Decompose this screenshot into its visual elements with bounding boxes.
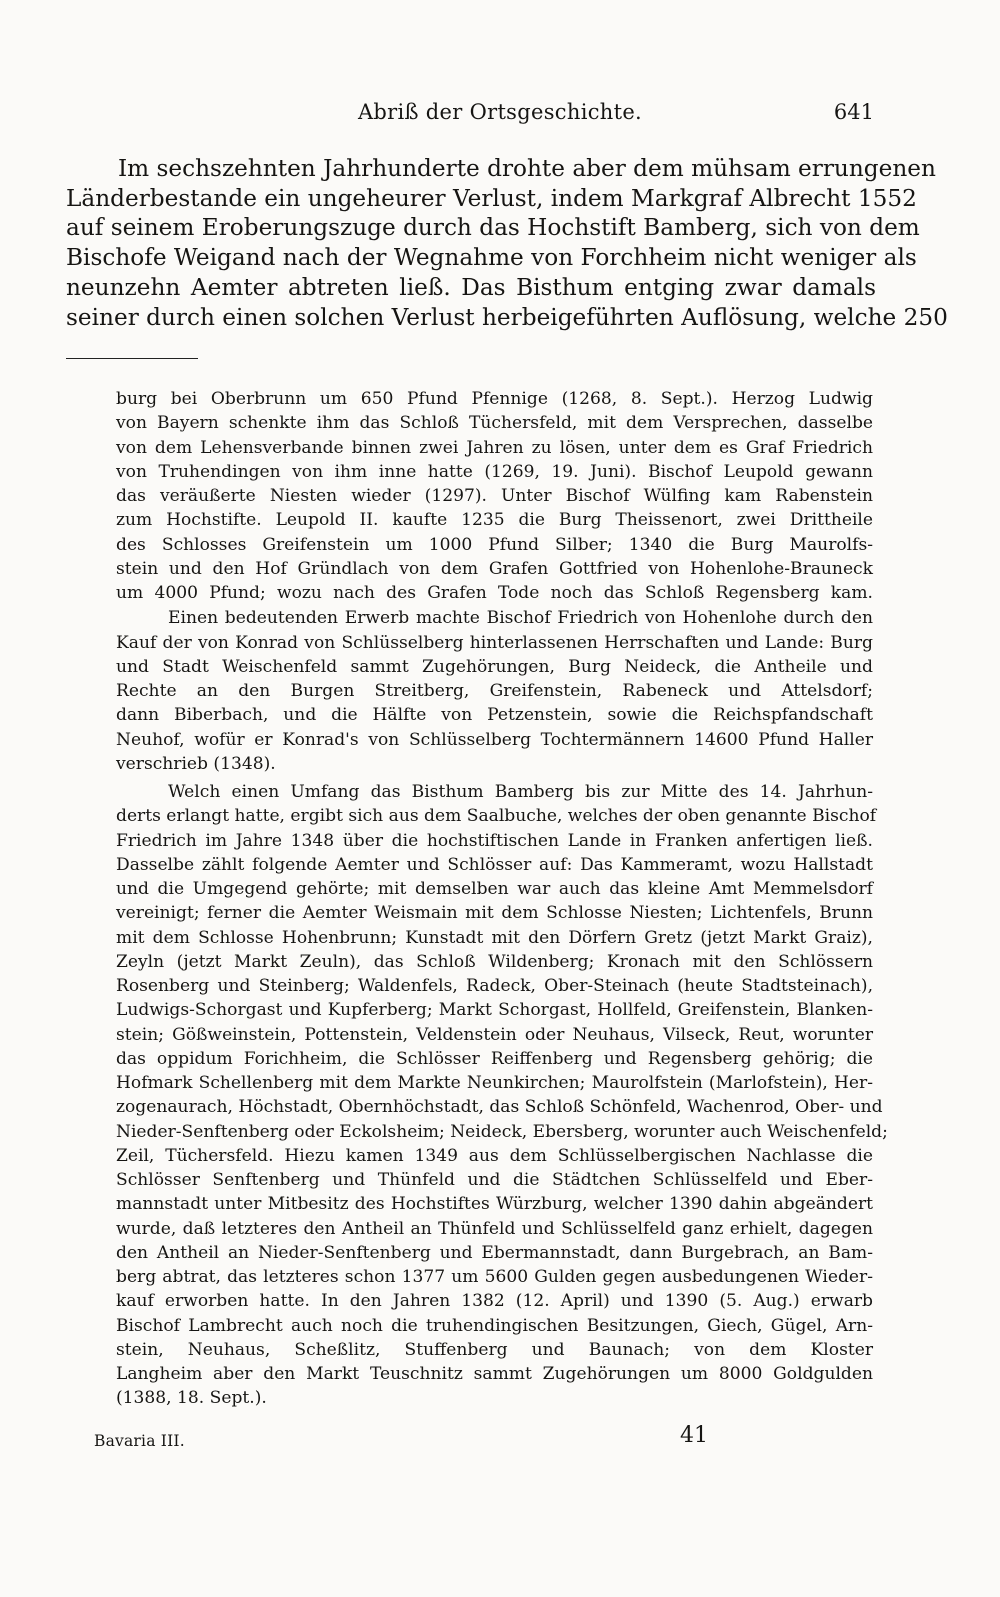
note-line: von Truhendingen von ihm inne hatte (1269, 19. Juni). Bischof Leupold gewann [116, 461, 873, 482]
footnote-rule [66, 358, 198, 359]
notes-paragraph-2 [116, 606, 873, 776]
note-line: mit dem Schlosse Hohenbrunn; Kunstadt mit den Dörfern Gretz (jetzt Markt Graiz), [116, 927, 873, 948]
note-line: burg bei Oberbrunn um 650 Pfund Pfennige (1268, 8. Sept.). Herzog Ludwig [116, 389, 873, 409]
page-number: 641 [833, 100, 874, 124]
note-line: Rosenberg und Steinberg; Waldenfels, Radeck, Ober-Steinach (heute Stadtsteinach), [116, 976, 873, 996]
note-line: zum Hochstifte. Leupold II. kaufte 1235 die Burg Theissenort, zwei Drittheile [116, 510, 873, 531]
note-line: Schlösser Senftenberg und Thünfeld und die Städtchen Schlüsselfeld und Eber- [116, 1170, 873, 1190]
note-line: Rechte an den Burgen Streitberg, Greifenstein, Rabeneck und Attelsdorf; [116, 681, 873, 701]
note-line: und die Umgegend gehörte; mit demselben war auch das kleine Amt Memmelsdorf [116, 879, 873, 899]
note-line: Neuhof, wofür er Konrad's von Schlüsselberg Tochtermännern 14600 Pfund Haller [116, 729, 873, 750]
note-line: von Bayern schenkte ihm das Schloß Tüchersfeld, mit dem Versprechen, dasselbe [116, 413, 873, 434]
note-line: den Antheil an Nieder-Senftenberg und Ebermannstadt, dann Burgebrach, an Bam- [116, 1242, 873, 1263]
note-line: stein und den Hof Gründlach von dem Grafen Gottfried von Hohenlohe-Brauneck [116, 558, 873, 579]
note-line: vereinigt; ferner die Aemter Weismain mit dem Schlosse Niesten; Lichtenfels, Brunn [116, 903, 873, 924]
signature-number: 41 [680, 1423, 708, 1448]
note-line: Zeil, Tüchersfeld. Hiezu kamen 1349 aus dem Schlüsselbergischen Nachlasse die [116, 1145, 873, 1166]
note-line: Friedrich im Jahre 1348 über die hochstiftischen Lande in Franken anfertigen ließ. [116, 830, 873, 851]
note-line: Dasselbe zählt folgende Aemter und Schlösser auf: Das Kammeramt, wozu Hallstadt [116, 854, 873, 875]
note-line: wurde, daß letzteres den Antheil an Thünfeld und Schlüsselfeld ganz erhielt, dagegen [116, 1218, 873, 1239]
main-line: Länderbestande ein ungeheurer Verlust, indem Markgraf Albrecht 1552 [66, 184, 917, 212]
note-line: derts erlangt hatte, ergibt sich aus dem Saalbuche, welches der oben genannte Bischof [116, 806, 877, 827]
running-head-title: Abriß der Ortsgeschichte. [357, 100, 643, 124]
note-line: zogenaurach, Höchstadt, Obernhöchstadt, das Schloß Schönfeld, Wachenrod, Ober- und [116, 1097, 883, 1118]
note-line: von dem Lehensverbande binnen zwei Jahren zu lösen, unter dem es Graf Friedrich [116, 437, 873, 458]
note-line: Welch einen Umfang das Bisthum Bamberg bis zur Mitte des 14. Jahrhun- [168, 782, 873, 802]
main-line: seiner durch einen solchen Verlust herbeigeführten Auflösung, welche 250 [66, 303, 948, 331]
note-line: Langheim aber den Markt Teuschnitz sammt Zugehörungen um 8000 Goldgulden [116, 1364, 873, 1384]
main-line: Im sechszehnten Jahrhunderte drohte aber dem mühsam errungenen [118, 155, 936, 182]
note-line: kauf erworben hatte. In den Jahren 1382 (12. April) und 1390 (5. Aug.) erwarb [116, 1291, 873, 1312]
note-line: berg abtrat, das letzteres schon 1377 um 5600 Gulden gegen ausbedungenen Wieder- [116, 1267, 873, 1287]
note-line: Kauf der von Konrad von Schlüsselberg hinterlassenen Herrschaften und Lande: Burg [116, 632, 873, 653]
note-line: Nieder-Senftenberg oder Eckolsheim; Neideck, Ebersberg, worunter auch Weischenfeld; [116, 1121, 888, 1142]
note-line: Zeyln (jetzt Markt Zeuln), das Schloß Wildenberg; Kronach mit den Schlössern [116, 951, 873, 972]
notes-paragraph-1 [116, 387, 873, 605]
notes-block [116, 387, 888, 1412]
note-line: Hofmark Schellenberg mit dem Markte Neunkirchen; Maurolfstein (Marlofstein), Her- [116, 1073, 873, 1093]
note-line: (1388, 18. Sept.). [116, 1388, 267, 1409]
main-line: auf seinem Eroberungszuge durch das Hochstift Bamberg, sich von dem [66, 214, 920, 242]
note-line: und Stadt Weischenfeld sammt Zugehörungen, Burg Neideck, die Antheile und [116, 656, 873, 677]
main-line: Bischofe Weigand nach der Wegnahme von Forchheim nicht weniger als [66, 244, 917, 272]
note-line: dann Biberbach, und die Hälfte von Petzenstein, sowie die Reichspfandschaft [116, 705, 873, 726]
note-line: stein, Neuhaus, Scheßlitz, Stuffenberg und Baunach; von dem Kloster [116, 1339, 873, 1360]
note-line: verschrieb (1348). [116, 753, 276, 774]
note-line: mannstadt unter Mitbesitz des Hochstiftes Würzburg, welcher 1390 dahin abgeändert [116, 1194, 873, 1215]
note-line: das oppidum Forichheim, die Schlösser Reiffenberg und Regensberg gehörig; die [116, 1048, 873, 1069]
main-line: neunzehn Aemter abtreten ließ. Das Bisthum entging zwar damals [66, 273, 876, 301]
signature-mark: Bavaria III. [94, 1432, 185, 1450]
note-line: des Schlosses Greifenstein um 1000 Pfund Silber; 1340 die Burg Maurolfs- [116, 534, 873, 555]
note-line: Bischof Lambrecht auch noch die truhendingischen Besitzungen, Giech, Gügel, Arn- [116, 1315, 873, 1336]
note-line: das veräußerte Niesten wieder (1297). Unter Bischof Wülfing kam Rabenstein [116, 486, 873, 506]
note-line: Einen bedeutenden Erwerb machte Bischof Friedrich von Hohenlohe durch den [168, 608, 873, 629]
notes-paragraph-3 [116, 780, 888, 1411]
note-line: Ludwigs-Schorgast und Kupferberg; Markt Schorgast, Hollfeld, Greifenstein, Blanken- [116, 1000, 873, 1021]
main-text-block [66, 154, 948, 332]
note-line: stein; Gößweinstein, Pottenstein, Veldenstein oder Neuhaus, Vilseck, Reut, worunter [116, 1024, 873, 1045]
note-line: um 4000 Pfund; wozu nach des Grafen Tode noch das Schloß Regensberg kam. [116, 583, 873, 603]
